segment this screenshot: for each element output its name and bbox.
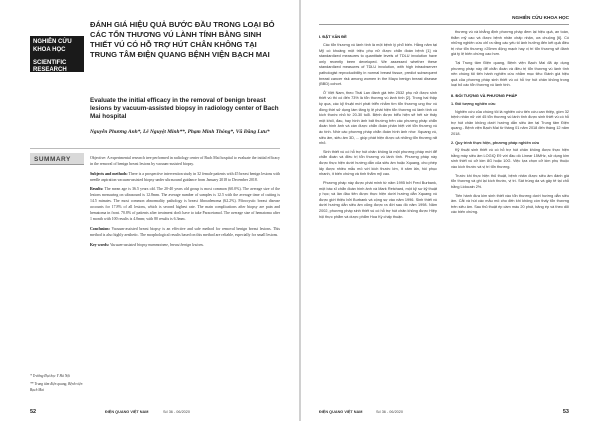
body-paragraph: Tại Trung tâm Điện quang, Bệnh viện Bạch Mai đã áp dụng phương pháp này để chẩn đoán và điều trị tổn thương vú lành tính nên chúng tôi tiến hành nghiên cứu nhằm mục tiêu: Đánh giá hiệu quả của phương pháp sinh thiết vú có hỗ trợ hút chân không trong loại bỏ các tổn thương vú lành tính. bbox=[451, 61, 569, 88]
section-heading: II. ĐỐI TƯỢNG VÀ PHƯƠNG PHÁP bbox=[451, 93, 518, 99]
text-column-2 bbox=[451, 30, 569, 219]
body-paragraph: Tiến hành đưa kim sinh thiết vào tổn thương dưới hướng dẫn siêu âm. Cắt và hút các mẫu mô cho đến khi không còn thấy tổn thương trên siêu âm. Sau thủ thuật ép cầm máu 20 phút, băng ép và theo dõi các biến chứng. bbox=[451, 193, 569, 215]
keywords-text: Vacuum-assisted biopsy mammotome, breast benign lesions. bbox=[110, 242, 204, 247]
issue-number: Số 36 - 06/2020 bbox=[163, 410, 191, 414]
article-title-vietnamese: ĐÁNH GIÁ HIỆU QUẢ BƯỚC ĐẦU TRONG LOẠI BỎ CÁC TỔN THƯƠNG VÚ LÀNH TÍNH BẰNG SINH THIẾT VÚ CÓ HỖ TRỢ HÚT CHÂN KHÔNG TẠI TRUNG TÂM ĐIỆN QUANG BỆNH VIỆN BẠCH MAI bbox=[90, 20, 275, 60]
summary-text-objective: Objective: A experimental research tree performed in radiology center of Bach Mai hospital to evaluate the initial efficacy in the removal of benign breast lesions by vacuum-assisted biopsy. bbox=[90, 156, 280, 167]
article-title-english: Evaluate the initial efficacy in the removal of benign breast lesions by vacuum-assisted biopsy in radiology center of Bach Mai hospital bbox=[90, 97, 279, 121]
body-paragraph: Kỹ thuật sinh thiết vú có hỗ trợ hút chân không được thực hiện bằng máy siêu âm LOGIQ E9 với đầu dò Linear 15MHz, sử dụng kim sinh thiết vú cỡ kim 8G hoặc 10G. Việc lựa chọn cỡ kim phụ thuộc vào kích thước và vị trí tổn thương. bbox=[451, 148, 569, 170]
summary-label: SUMMARY bbox=[30, 153, 84, 165]
journal-name: ĐIỆN QUANG VIỆT NAM bbox=[105, 410, 149, 414]
body-paragraph: Phương pháp này được phát minh từ năm 1995 bởi Fred Burbank, một bác sĩ chẩn đoán hình ảnh và Mark Retchard, một kỹ sư kỹ thuật y học; và lần đầu tiên được thực hiện dưới hướng dẫn Xquang vú được giới thiệu bởi Burbank và cộng sự vào năm 1996. Sinh thiết vú dưới hướng dẫn siêu âm cũng được ra đời sau đó năm 1998. Năm 2002, phương pháp sinh thiết vú có hỗ trợ hút chân không được Hiệp hội thực phẩm và dược phẩm Hoa Kỳ chấp thuận. bbox=[319, 180, 437, 219]
subsection-heading: 1. Đối tượng nghiên cứu bbox=[451, 102, 496, 106]
section-heading: I. ĐẶT VẤN ĐỀ bbox=[319, 34, 347, 39]
journal-name: ĐIỆN QUANG VIỆT NAM bbox=[319, 410, 363, 414]
summary-paragraph bbox=[90, 171, 280, 183]
section-tab bbox=[30, 36, 84, 72]
page-number: 53 bbox=[562, 409, 569, 415]
keywords-label: Key words: bbox=[90, 242, 110, 247]
subsection-heading: 2. Quy trình thực hiện, phương pháp nghiên cứu bbox=[451, 140, 540, 145]
summary-text-conclusion: Vacuum-assisted breast biopsy is an effective and safe method for removal benign breast lesions. This method is also highly aesthetic. The morphological results based on this method are reliable, especially for small lesions. bbox=[90, 226, 281, 238]
summary-paragraph bbox=[90, 155, 280, 167]
body-paragraph: Nghiên cứu của chúng tôi là nghiên cứu tiến cứu can thiệp, gồm 32 bệnh nhân nữ với 45 tổn thương vú lành tính được sinh thiết vú có hỗ trợ hút chân không dưới hướng dẫn siêu âm tại Trung tâm Điện quang - Bệnh viện Bạch Mai từ tháng 01 năm 2018 đến tháng 12 năm 2018. bbox=[451, 109, 569, 137]
summary-paragraph bbox=[90, 186, 280, 222]
running-head: NGHIÊN CỨU KHOA HỌC bbox=[512, 15, 569, 20]
issue-number: Số 36 - 06/2020 bbox=[376, 410, 404, 414]
left-page bbox=[0, 0, 299, 421]
footnote: ** Trung tâm điện quang, Bệnh viện Bạch Mai bbox=[30, 381, 83, 392]
summary-label-results: Results: bbox=[90, 187, 104, 192]
summary-text-results: The mean age is 36.5 years old. The 20-40 years old group is most common (60.0%). The average size of the lesions measuring on ultrasound is 12.8mm. The average number of samples is 12.5 with the average time of cutting is 14.5 minutes. The most common abnormality pathology is breast fibroadenoma (62.2%). Fibrocystic breast disease accounts for 17.8% of all lesions, which is second highest rate. The main complications after biopsy are pain and hematoma in front. 70.8% of patients after treatment don't have to take Paracetamol. The average size of hematoma after 1 month with 100 results is 4.0mm; with 80 results is 6.3mm. bbox=[90, 187, 280, 222]
footer bbox=[301, 408, 600, 421]
footnotes bbox=[30, 374, 84, 395]
body-paragraph: Trước khi thực hiện thủ thuật, bệnh nhân được siêu âm đánh giá tổn thương và ghi lại kích thước, vị trí. Sát trùng da và gây tê tại chỗ bằng Lidocain 2%. bbox=[451, 173, 569, 189]
divider bbox=[30, 148, 280, 149]
body-paragraph: thương vú và khẳng định phương pháp đem lại hiệu quả, an toàn, thẩm mỹ cao và được bệnh nhân chấp nhận, ưa chuộng [6]. Có những nghiên cứu chỉ ra rằng các yếu tố ảnh hưởng đến kết quả điều trị như tổn thương >25mm động mạch hay vị trí tổn thương sẽ đánh giá tỷ lệ biến chứng cao hơn. bbox=[451, 30, 569, 57]
footnote: * Trường Đại học Y Hà Nội bbox=[30, 374, 71, 378]
summary-label-conclusion: Conclusion: bbox=[90, 226, 110, 231]
summary-abstract bbox=[90, 155, 280, 251]
footer bbox=[0, 408, 299, 421]
body-paragraph: Các tổn thương vú lành tính là một bệnh lý phổ biến. Hằng năm tại Mỹ có khoảng một triệu phụ nữ được chẩn đoán bệnh [1] và standardized measures to quantitate levels of TDLU involution have only recently been developed. We assessed whether these standardized measures of TDLU involution, with high intraobserver pathologist reproducibility in normal breast tissue, predict subsequent breast cancer risk among women in the Mayo benign breast disease (BBD) cohort. bbox=[319, 42, 437, 87]
body-paragraph: Ở Việt Nam, theo Thái Lan đánh giá trên 2532 phụ nữ được sinh thiết vú thì có đến 73% là tổn thương vú lành tính [2]. Trong hai thập kỷ qua, các kỹ thuật mới phát triển nhằm tìm tổn thương ung thư vú đồng thời sử dụng làm tăng tỷ lệ phát hiện tổn thương vú lành tính có kích thước nhỏ từ 20-30 tuổi. Bệnh được biểu hiện sẽ hết sờ thấy một khối, đau, hay hình ảnh bất thường trên các phương pháp chẩn đoán hình ảnh và cần được chẩn đoán phân biệt với tổn thương vú ác tính. Nhờ các phương pháp chẩn đoán hình ảnh như: Xquang vú, siêu âm, siêu âm 3D, ... giúp phát hiện được cả những tổn thương rất nhỏ. bbox=[319, 90, 437, 146]
summary-label-methods: Subjects and methods: bbox=[90, 171, 128, 176]
section-tab-en: SCIENTIFIC RESEARCH bbox=[33, 59, 67, 74]
summary-paragraph bbox=[90, 226, 280, 238]
summary-text-methods: There is a prospective intervention study in 32 female patients with 45 breast benign lesions with needle aspiration vacuum-assisted biopsy under ultrasound guidance from January 2018 to December 2018. bbox=[90, 171, 280, 182]
body-paragraph: Sinh thiết vú có hỗ trợ hút chân không là một phương pháp mới để chẩn đoán và điều trị tổn thương vú lành tính. Phương pháp này được thực hiện dưới hướng dẫn của siêu âm hoặc Xquang, cho phép lấy được nhiều mẫu mô với kích thước lớn, ít xâm lấn, hồi phục nhanh, ít biến chứng và tính thẩm mỹ cao. bbox=[319, 149, 437, 177]
right-page bbox=[301, 0, 600, 421]
keywords bbox=[90, 242, 280, 248]
page-number: 52 bbox=[30, 409, 37, 415]
text-column-1 bbox=[319, 30, 437, 223]
section-tab-vi: NGHIÊN CỨU KHOA HỌC bbox=[33, 39, 72, 53]
authors: Nguyễn Phương Anh*, Lê Nguyệt Minh**, Phạm Minh Thông*, Vũ Đăng Lưu* bbox=[90, 129, 270, 135]
header-rule bbox=[319, 24, 569, 25]
